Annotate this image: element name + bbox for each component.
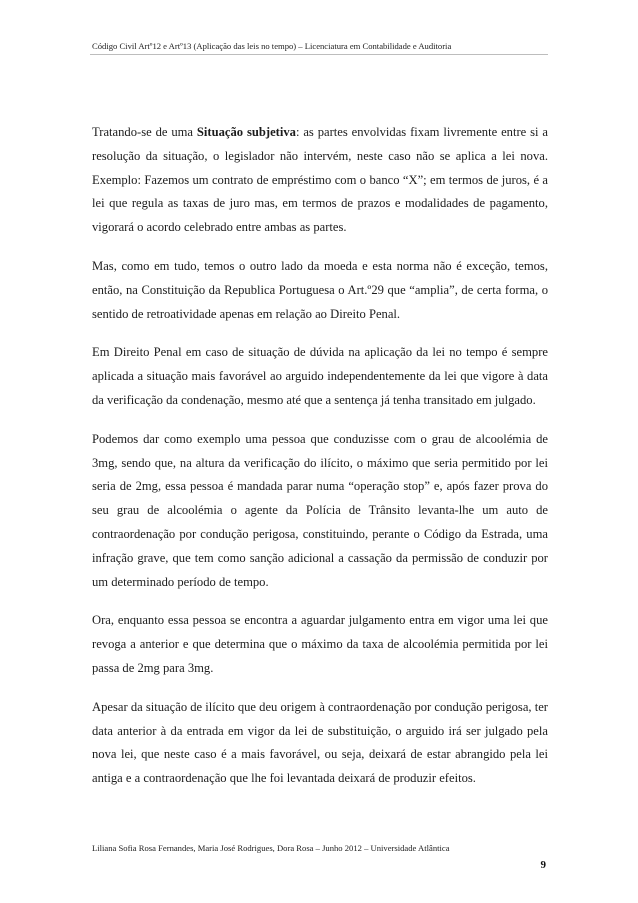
paragraph-text-after: : as partes envolvidas fixam livremente entre si a resolução da situação, o legislador não intervém, neste caso não se aplica a lei nova. Exemplo: Fazemos um contrato de empréstimo com o banco “X”; em termos de juros, é a lei que regula as taxas de juro mas, em termos de prazos e modalidades de pagamento, vigorará o acordo celebrado entre ambas as partes. bbox=[92, 125, 548, 235]
paragraph-criminal-law: Em Direito Penal em caso de situação de dúvida na aplicação da lei no tempo é sempre aplicada a situação mais favorável ao arguido independentemente da lei que vigore à data da verificação da condenação, mesmo até que a sentença já tenha transitado em julgado. bbox=[92, 345, 548, 407]
paragraph-alcohol-example: Podemos dar como exemplo uma pessoa que conduzisse com o grau de alcoolémia de 3mg, sendo que, na altura da verificação do ilícito, o máximo que seria permitido por lei seria de 2mg, essa pessoa é mandada parar numa “operação stop” e, após fazer prova do seu grau de alcoolémia o agente da Polícia de Trânsito levanta-lhe um auto de contraordenação por condução perigosa, constituindo, perante o Código da Estrada, uma infração grave, que tem como sanção adicional a cassação da permissão de conduzir por um determinado período de tempo. bbox=[92, 431, 548, 589]
paragraph-text-before: Tratando-se de uma bbox=[92, 125, 197, 139]
paragraph-new-law: Ora, enquanto essa pessoa se encontra a aguardar julgamento entra em vigor uma lei que revoga a anterior e que determina que o máximo da taxa de alcoolémia permitida por lei passa de 2mg para 3mg. bbox=[92, 613, 548, 675]
paragraph-subjective-situation bbox=[92, 121, 548, 240]
paragraph-constitution: Mas, como em tudo, temos o outro lado da moeda e esta norma não é exceção, temos, então, na Constituição da Republica Portuguesa o Art.º29 que “amplia”, de certa forma, o sentido de retroatividade apenas em relação ao Direito Penal. bbox=[92, 258, 548, 321]
bold-term-subjective-situation: Situação subjetiva bbox=[196, 125, 296, 139]
page-number: 9 bbox=[540, 859, 546, 871]
paragraph-conclusion: Apesar da situação de ilícito que deu origem à contraordenação por condução perigosa, ter data anterior à da entrada em vigor da lei de substituição, o arguido irá ser julgado pela nova lei, que neste caso é a mais favorável, ou seja, deixará de estar abrangido pela lei antiga e a contraordenação que lhe foi levantada deixará de produzir efeitos. bbox=[92, 699, 548, 786]
running-header: Código Civil Artº12 e Artº13 (Aplicação das leis no tempo) – Licenciatura em Contabilidade e Auditoria bbox=[92, 41, 452, 51]
header-rule bbox=[90, 54, 548, 55]
document-body bbox=[92, 121, 548, 806]
running-footer: Liliana Sofia Rosa Fernandes, Maria José Rodrigues, Dora Rosa – Junho 2012 – Universidade Atlântica bbox=[92, 843, 450, 853]
